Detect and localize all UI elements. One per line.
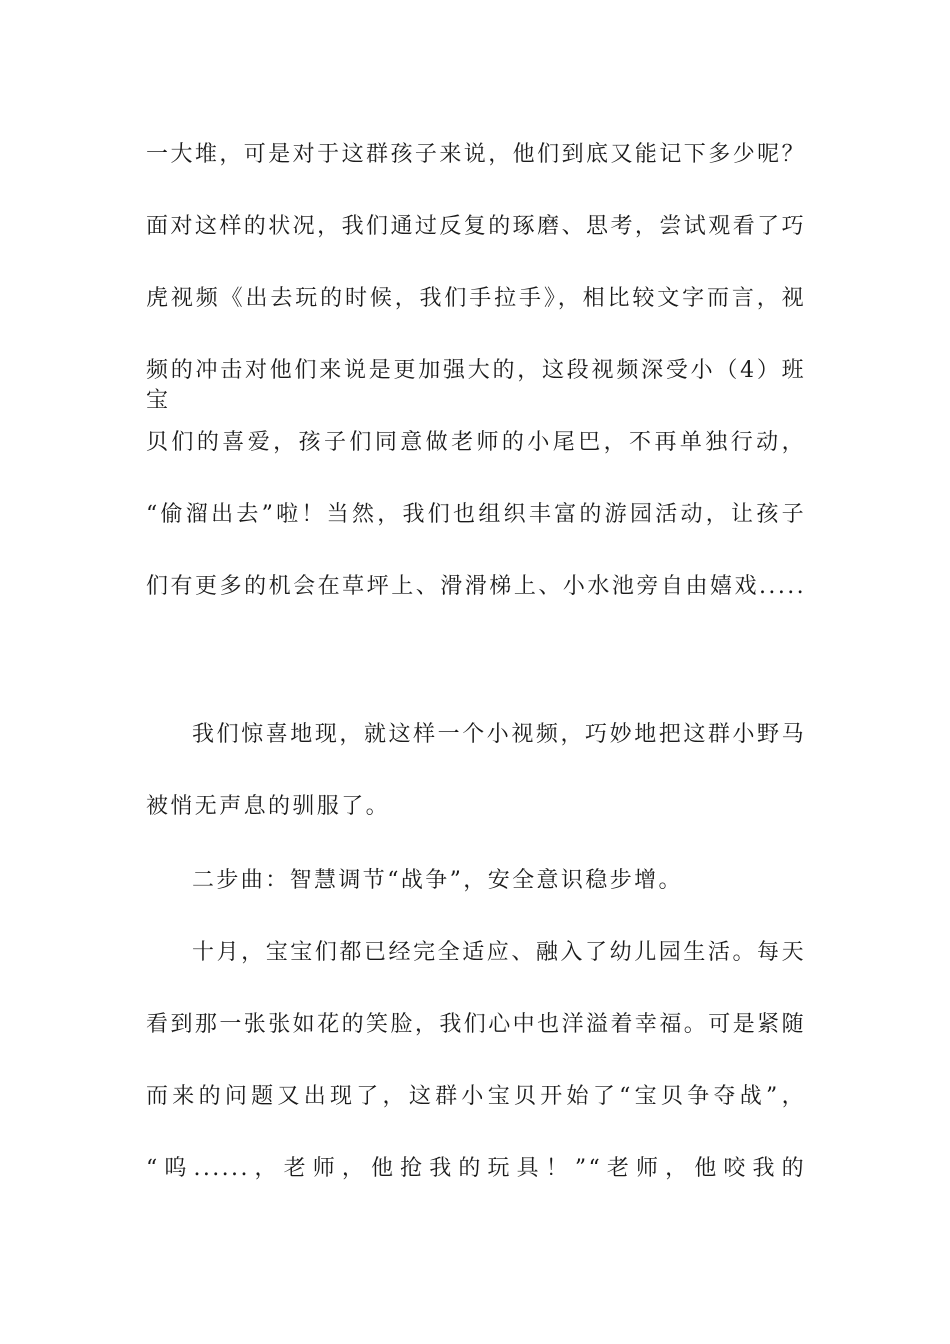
paragraph-line: 我们惊喜地现，就这样一个小视频，巧妙地把这群小野马 bbox=[192, 722, 806, 747]
paragraph-line: 频的冲击对他们来说是更加强大的，这段视频深受小（4）班宝 bbox=[146, 358, 806, 413]
paragraph-line: 贝们的喜爱，孩子们同意做老师的小尾巴，不再单独行动， bbox=[146, 430, 806, 455]
paragraph-line: 虎视频《出去玩的时候，我们手拉手》，相比较文字而言，视 bbox=[146, 286, 806, 311]
paragraph-line: “呜......，老师，他抢我的玩具！”“老师，他咬我的 bbox=[146, 1156, 806, 1181]
paragraph-line: 被悄无声息的驯服了。 bbox=[146, 794, 391, 819]
paragraph-line: “偷溜出去”啦！当然，我们也组织丰富的游园活动，让孩子 bbox=[146, 502, 806, 527]
paragraph-line: 面对这样的状况，我们通过反复的琢磨、思考，尝试观看了巧 bbox=[146, 214, 806, 239]
paragraph-line: 们有更多的机会在草坪上、滑滑梯上、小水池旁自由嬉戏..... bbox=[146, 574, 806, 599]
paragraph-line: 十月，宝宝们都已经完全适应、融入了幼儿园生活。每天 bbox=[192, 940, 806, 965]
paragraph-line: 看到那一张张如花的笑脸，我们心中也洋溢着幸福。可是紧随 bbox=[146, 1012, 806, 1037]
paragraph-line: 一大堆，可是对于这群孩子来说，他们到底又能记下多少呢？ bbox=[146, 142, 806, 167]
paragraph-line: 而来的问题又出现了，这群小宝贝开始了“宝贝争夺战”， bbox=[146, 1084, 806, 1109]
section-heading: 二步曲：智慧调节“战争”，安全意识稳步增。 bbox=[192, 868, 683, 893]
